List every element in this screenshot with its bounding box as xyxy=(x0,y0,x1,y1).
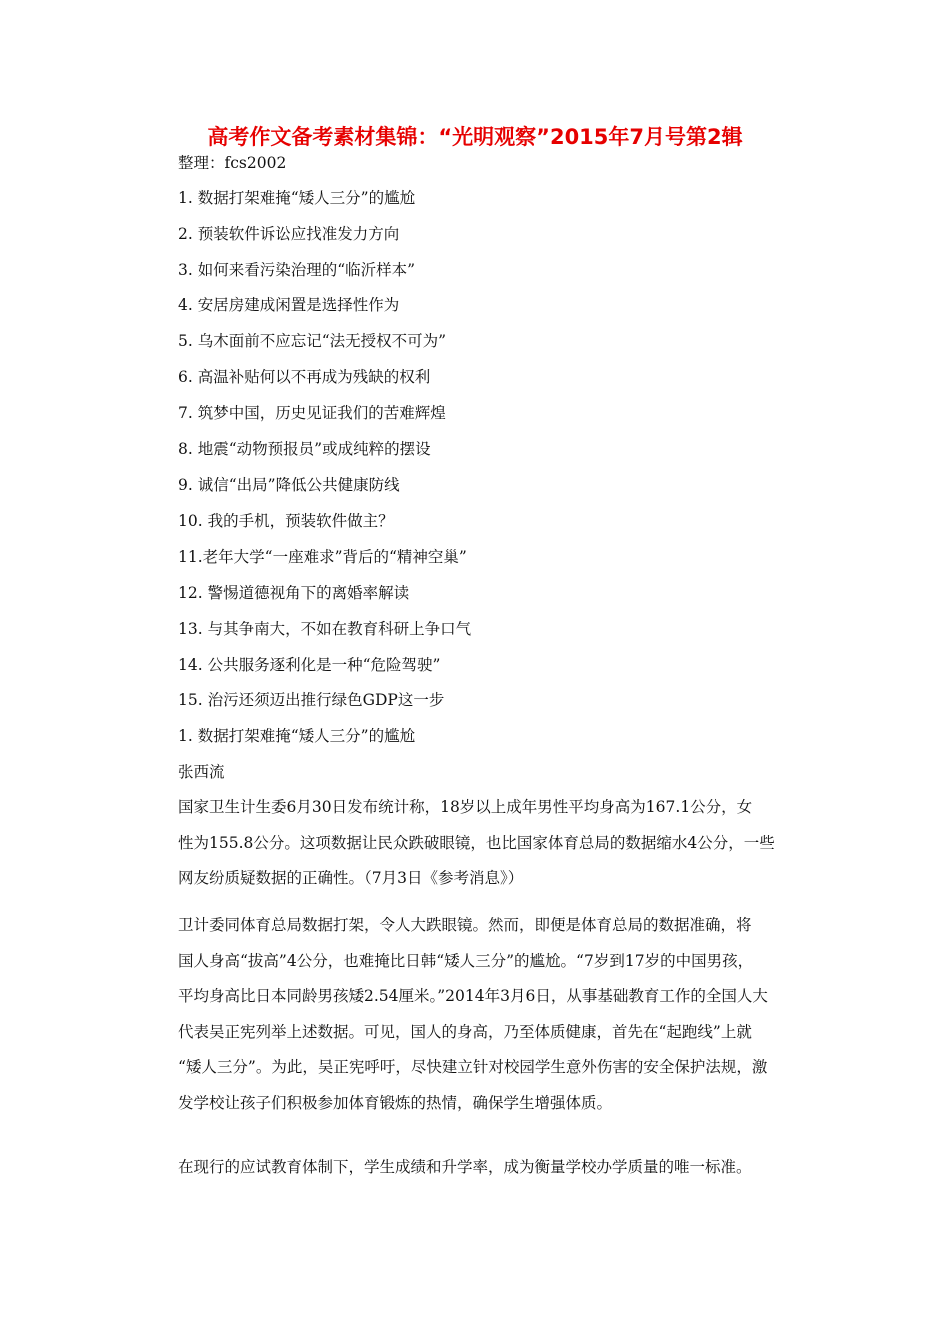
toc-item: 9. 诚信“出局”降低公共健康防线 xyxy=(178,476,400,494)
toc-item: 4. 安居房建成闲置是选择性作为 xyxy=(178,296,400,314)
paragraph-line: 在现行的应试教育体制下，学生成绩和升学率，成为衡量学校办学质量的唯一标准。 xyxy=(178,1158,752,1176)
toc-item: 8. 地震“动物预报员”或成纯粹的摆设 xyxy=(178,440,431,458)
paragraph-line: 国家卫生计生委6月30日发布统计称，18岁以上成年男性平均身高为167.1公分，女 xyxy=(178,798,753,816)
toc-item: 14. 公共服务逐利化是一种“危险驾驶” xyxy=(178,656,441,674)
article-paragraph xyxy=(178,1150,810,1186)
toc-item: 15. 治污还须迈出推行绿色GDP这一步 xyxy=(178,691,445,709)
article-paragraph xyxy=(178,908,810,1121)
article-author: 张西流 xyxy=(178,763,225,781)
toc-item: 7. 筑梦中国，历史见证我们的苦难辉煌 xyxy=(178,404,446,422)
toc-item: 13. 与其争南大，不如在教育科研上争口气 xyxy=(178,620,472,638)
paragraph-line: 性为155.8公分。这项数据让民众跌破眼镜，也比国家体育总局的数据缩水4公分，一些 xyxy=(178,833,775,852)
document-title: 高考作文备考素材集锦：“光明观察”2015年7月号第2辑 xyxy=(207,125,743,149)
toc-item: 11.老年大学“一座难求”背后的“精神空巢” xyxy=(178,548,467,566)
toc-item: 5. 乌木面前不应忘记“法无授权不可为” xyxy=(178,332,447,350)
toc-item: 1. 数据打架难掩“矮人三分”的尴尬 xyxy=(178,189,416,207)
compiler-credit: 整理：fcs2002 xyxy=(178,154,287,172)
toc-item: 6. 高温补贴何以不再成为残缺的权利 xyxy=(178,368,431,386)
paragraph-line: 卫计委同体育总局数据打架，令人大跌眼镜。然而，即便是体育总局的数据准确，将 xyxy=(178,916,752,934)
article-paragraph xyxy=(178,790,810,897)
paragraph-line: “矮人三分”。为此，吴正宪呼吁，尽快建立针对校园学生意外伤害的安全保护法规，激 xyxy=(178,1058,768,1076)
paragraph-line: 国人身高“拔高”4公分，也难掩比日韩“矮人三分”的尴尬。“7岁到17岁的中国男孩， xyxy=(178,951,754,970)
article-heading: 1. 数据打架难掩“矮人三分”的尴尬 xyxy=(178,727,416,745)
paragraph-line: 发学校让孩子们积极参加体育锻炼的热情，确保学生增强体质。 xyxy=(178,1093,613,1112)
toc-item: 12. 警惕道德视角下的离婚率解读 xyxy=(178,584,410,602)
paragraph-line: 平均身高比日本同龄男孩矮2.54厘米。”2014年3月6日，从事基础教育工作的全国人大 xyxy=(178,987,768,1005)
toc-item: 3. 如何来看污染治理的“临沂样本” xyxy=(178,261,416,279)
toc-item: 10. 我的手机，预装软件做主？ xyxy=(178,512,394,530)
paragraph-line: 网友纷质疑数据的正确性。（7月3日《参考消息》） xyxy=(178,869,524,887)
toc-item: 2. 预装软件诉讼应找准发力方向 xyxy=(178,225,400,243)
paragraph-line: 代表吴正宪列举上述数据。可见，国人的身高，乃至体质健康，首先在“起跑线”上就 xyxy=(178,1022,752,1041)
